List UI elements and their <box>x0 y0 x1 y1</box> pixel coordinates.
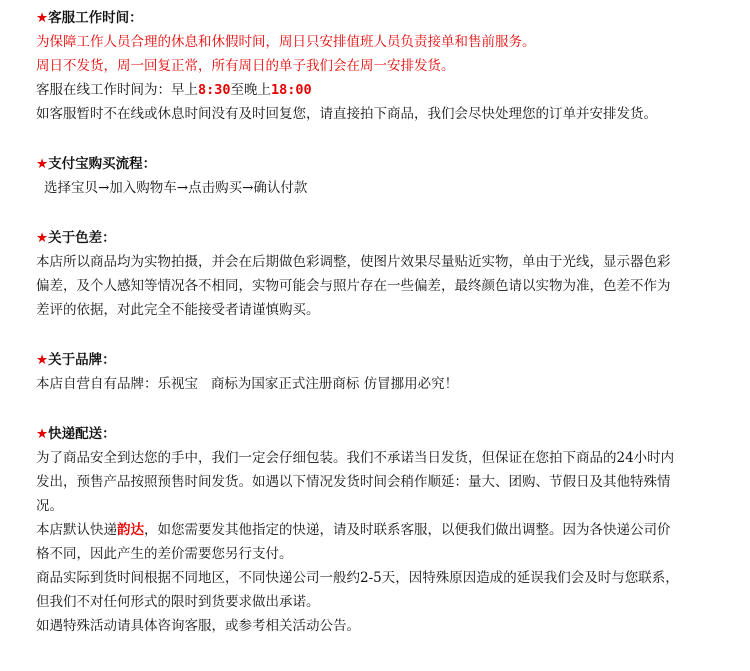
star-icon: ★ <box>36 352 49 368</box>
brand-line-1: 本店自营自有品牌：乐视宝 商标为国家正式注册商标 仿冒挪用必究！ <box>36 376 459 392</box>
shipping-line-6: 商品实际到货时间根据不同地区，不同快递公司一般约2-5天，因特殊原因造成的延误我们会及时与您联系， <box>36 570 679 586</box>
color-heading <box>36 226 736 250</box>
service-title: 客服工作时间： <box>48 10 143 26</box>
alipay-heading <box>36 152 736 176</box>
courier-suffix: ，如您需要发其他指定的快递，请及时联系客服，以便我们做出调整。因为各快递公司价 <box>144 522 671 538</box>
hours-mid: 至晚上 <box>230 82 272 98</box>
alipay-steps: 选择宝贝→加入购物车→点击购买→确认付款 <box>44 180 308 196</box>
color-line-2: 偏差，及个人感知等情况各不相同，实物可能会与照片存在一些偏差，最终颜色请以实物为准，色差不作为 <box>36 278 671 294</box>
star-icon: ★ <box>36 426 49 442</box>
hours-start: 8:30 <box>198 82 231 98</box>
shipping-line-4 <box>36 518 736 542</box>
service-line-2: 周日不发货，周一回复正常，所有周日的单子我们会在周一安排发货。 <box>36 58 455 74</box>
shipping-line-7: 但我们不对任何形式的限时到货要求做出承诺。 <box>36 594 320 610</box>
courier-name: 韵达 <box>117 522 144 538</box>
shipping-title: 快递配送： <box>48 426 116 442</box>
color-title: 关于色差： <box>48 230 116 246</box>
hours-prefix: 客服在线工作时间为：早上 <box>36 82 198 98</box>
brand-title: 关于品牌： <box>48 352 116 368</box>
shipping-line-8: 如遇特殊活动请具体咨询客服，或参考相关活动公告。 <box>36 618 360 634</box>
service-line-4: 如客服暂时不在线或休息时间没有及时回复您，请直接拍下商品，我们会尽快处理您的订单并安排发货。 <box>36 106 657 122</box>
service-line-1: 为保障工作人员合理的休息和休假时间，周日只安排值班人员负责接单和售前服务。 <box>36 34 536 50</box>
star-icon: ★ <box>36 156 49 172</box>
color-line-1: 本店所以商品均为实物拍摄，并会在后期做色彩调整，使图片效果尽量贴近实物，单由于光线，显示器色彩 <box>36 254 671 270</box>
color-line-3: 差评的依据，对此完全不能接受者请谨慎购买。 <box>36 302 320 318</box>
alipay-title: 支付宝购买流程： <box>48 156 157 172</box>
shipping-line-1: 为了商品安全到达您的手中，我们一定会仔细包装。我们不承诺当日发货，但保证在您拍下商品的24小时内 <box>36 450 675 466</box>
star-icon: ★ <box>36 10 49 26</box>
service-heading <box>36 6 736 30</box>
hours-end: 18:00 <box>271 82 312 98</box>
shipping-heading <box>36 422 736 446</box>
star-icon: ★ <box>36 230 49 246</box>
shipping-line-5: 格不同，因此产生的差价需要您另行支付。 <box>36 546 293 562</box>
service-hours <box>36 78 736 102</box>
courier-prefix: 本店默认快递 <box>36 522 117 538</box>
shipping-line-3: 况。 <box>36 498 63 514</box>
shipping-line-2: 发出，预售产品按照预售时间发货。如遇以下情况发货时间会稍作顺延：量大、团购、节假日及其他特殊情 <box>36 474 671 490</box>
brand-heading <box>36 348 736 372</box>
